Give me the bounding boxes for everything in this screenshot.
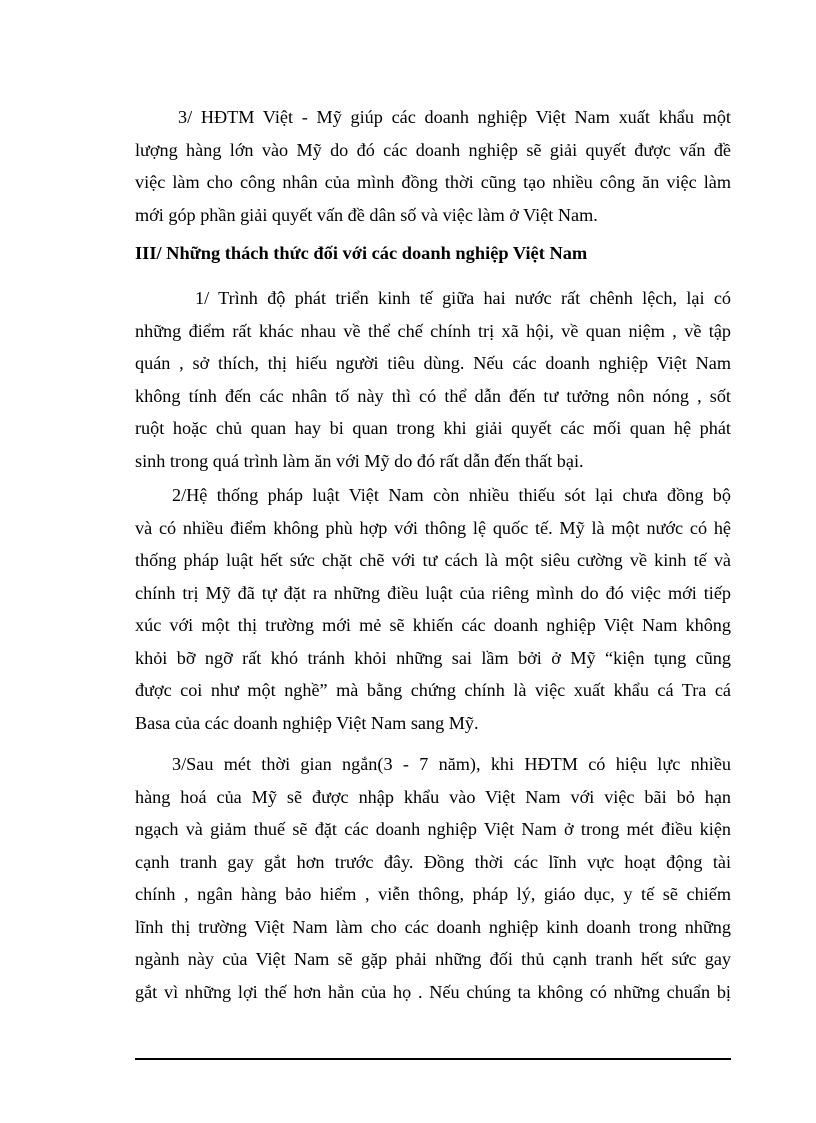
- text-line: những điểm rất khác nhau về thể chế chính trị xã hội, về quan niệm , về tập: [135, 320, 731, 341]
- text-line: việc làm cho công nhân của mình đồng thời cũng tạo nhiều công ăn việc làm: [135, 172, 731, 192]
- text-line: hàng hoá của Mỹ sẽ được nhập khẩu vào Việt Nam với việc bãi bỏ hạn: [135, 786, 731, 807]
- footer-divider: [135, 1058, 731, 1060]
- text-line: xúc với một thị trường mới mẻ sẽ khiến các doanh nghiệp Việt Nam không: [135, 615, 731, 635]
- text-line: 3/Sau mét thời gian ngắn(3 - 7 năm), khi HĐTM có hiệu lực nhiều: [172, 754, 731, 774]
- text-line: lượng hàng lớn vào Mỹ do đó các doanh nghiệp sẽ giải quyết được vấn đề: [135, 139, 731, 160]
- text-line: 1/ Trình độ phát triển kinh tế giữa hai nước rất chênh lệch, lại có: [195, 288, 731, 308]
- paragraph-challenge-2: [135, 479, 731, 739]
- text-line: cạnh tranh gay gắt hơn trước đây. Đồng thời các lĩnh vực hoạt động tài: [135, 851, 731, 872]
- text-line: ngạch và giảm thuế sẽ đặt các doanh nghiệp Việt Nam ở trong mét điều kiện: [135, 819, 731, 839]
- text-line: gắt vì những lợi thế hơn hẳn của họ . Nếu chúng ta không có những chuẩn bị: [135, 981, 731, 1002]
- text-line: chính , ngân hàng bảo hiểm , viễn thông, pháp lý, giáo dục, y tế sẽ chiếm: [135, 884, 731, 904]
- paragraph-challenge-1: [135, 282, 731, 477]
- text-line: chính trị Mỹ đã tự đặt ra những điều luật của riêng mình do đó việc mới tiếp: [135, 582, 731, 603]
- text-line: khỏi bỡ ngỡ rất khó tránh khỏi những sai lầm bởi ở Mỹ “kiện tụng cũng: [135, 647, 731, 668]
- text-line: không tính đến các nhân tố này thì có thể dẫn đến tư tưởng nôn nóng , sốt: [135, 385, 731, 406]
- text-line: lĩnh thị trường Việt Nam làm cho các doanh nghiệp kinh doanh trong những: [135, 916, 731, 937]
- text-line: được coi như một nghề” mà bằng chứng chính là việc xuất khẩu cá Tra cá: [135, 680, 731, 700]
- text-line: mới góp phần giải quyết vấn đề dân số và việc làm ở Việt Nam.: [135, 204, 598, 225]
- section-heading-challenges: III/ Những thách thức đối với các doanh nghiệp Việt Nam: [135, 243, 588, 263]
- text-line: 3/ HĐTM Việt - Mỹ giúp các doanh nghiệp Việt Nam xuất khẩu một: [178, 107, 731, 127]
- text-line: thống pháp luật hết sức chặt chẽ với tư cách là một siêu cường về kinh tế và: [135, 550, 731, 570]
- text-line: và có nhiều điểm không phù hợp với thông lệ quốc tế. Mỹ là một nước có hệ: [135, 517, 731, 538]
- text-line: sinh trong quá trình làm ăn với Mỹ do đó rất dẫn đến thất bại.: [135, 450, 584, 471]
- paragraph-section3-benefit: [135, 101, 731, 231]
- text-line: ngành này của Việt Nam sẽ gặp phải những đối thủ cạnh tranh hết sức gay: [135, 949, 731, 969]
- text-line: ruột hoặc chủ quan hay bi quan trong khi giải quyết các mối quan hệ phát: [135, 418, 731, 438]
- text-line: 2/Hệ thống pháp luật Việt Nam còn nhiều thiếu sót lại chưa đồng bộ: [172, 485, 731, 505]
- text-line: quán , sở thích, thị hiếu người tiêu dùng. Nếu các doanh nghiệp Việt Nam: [135, 353, 731, 373]
- text-line: Basa của các doanh nghiệp Việt Nam sang Mỹ.: [135, 712, 479, 733]
- paragraph-challenge-3: [135, 748, 731, 1008]
